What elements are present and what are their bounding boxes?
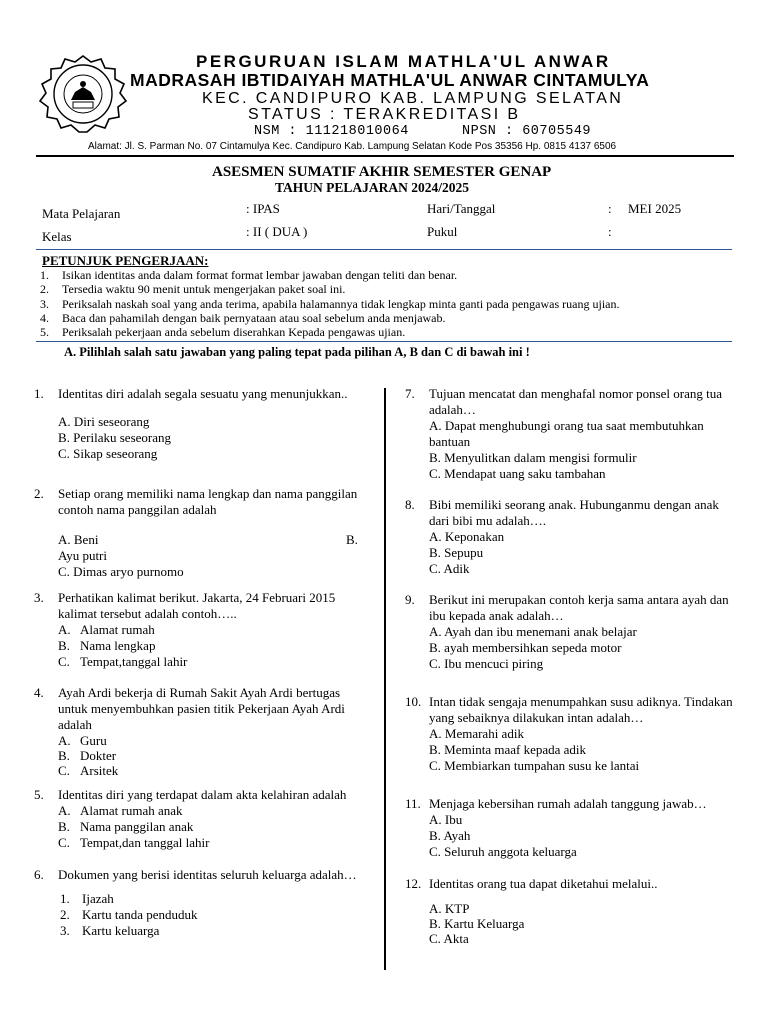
info-rule (36, 249, 732, 250)
question-2: 2. Setiap orang memiliki nama lengkap dan nama panggilan contoh nama panggilan adalah A. Beni B. Ayu putri C. Dimas aryo purnomo (34, 486, 364, 580)
school-logo (35, 54, 131, 134)
answer-option[interactable]: A. Alamat rumah anak (58, 803, 183, 818)
day-value: MEI 2025 (628, 201, 682, 216)
instruction-item: 2. Tersedia waktu 90 menit untuk mengerjakan paket soal ini. (40, 282, 346, 297)
answer-option[interactable]: C. Dimas aryo purnomo (58, 564, 184, 579)
answer-option[interactable]: A. Diri seseorang (58, 414, 150, 429)
question-11: 11. Menjaga kebersihan rumah adalah tanggung jawab… A. Ibu B. Ayah C. Seluruh anggota keluarga (405, 796, 735, 860)
answer-option[interactable]: B. Ayah (429, 828, 471, 843)
column-divider (384, 388, 386, 970)
answer-option[interactable]: A. Beni (58, 532, 99, 547)
answer-option[interactable]: 3. Kartu keluarga (60, 923, 160, 938)
question-9: 9. Berikut ini merupakan contoh kerja sama antara ayah dan ibu kepada anak adalah… A. Ayah dan ibu menemani anak belajar B. ayah membersihkan sepeda motor C. Ibu mencuci piring (405, 592, 735, 672)
answer-option[interactable]: B. Menyulitkan dalam mengisi formulir (429, 450, 637, 465)
answer-option[interactable]: C. Arsitek (58, 763, 119, 778)
answer-option[interactable]: A. KTP (429, 901, 470, 916)
answer-option[interactable]: C. Ibu mencuci piring (429, 656, 544, 671)
exam-year: TAHUN PELAJARAN 2024/2025 (275, 180, 470, 195)
instructions-title: PETUNJUK PENGERJAAN: (42, 253, 209, 268)
instruction-item: 4. Baca dan pahamilah dengan baik pernyataan atau soal sebelum anda menjawab. (40, 310, 446, 325)
question-10: 10. Intan tidak sengaja menumpahkan susu adiknya. Tindakan yang sebaiknya dilakukan intan adalah… A. Memarahi adik B. Meminta maaf kepada adik C. Membiarkan tumpahan susu ke lantai (405, 694, 735, 774)
class-label: Kelas (42, 229, 72, 244)
logo-seal-icon (35, 54, 131, 134)
class-value: : II ( DUA ) (246, 224, 308, 239)
header-foundation: PERGURUAN ISLAM MATHLA'UL ANWAR (196, 52, 611, 71)
header-rule (36, 155, 734, 157)
answer-option[interactable]: B. Dokter (58, 748, 117, 763)
instruction-item: 3. Periksalah naskah soal yang anda terima, apabila halamannya tidak lengkap minta ganti pada pengawas ruang ujian. (40, 296, 620, 311)
header-status: STATUS : TERAKREDITASI B (248, 106, 521, 123)
instructions-list (40, 268, 740, 339)
section-a-instruction: A. Pilihlah salah satu jawaban yang paling tepat pada pilihan A, B dan C di bawah ini ! (64, 345, 530, 359)
header-address: Alamat: Jl. S. Parman No. 07 Cintamulya Kec. Candipuro Kab. Lampung Selatan Kode Pos 35356 Hp. 0815 4137 6506 (88, 141, 617, 152)
answer-option[interactable]: C. Sikap seseorang (58, 446, 158, 461)
answer-option[interactable]: C. Akta (429, 931, 469, 946)
answer-option[interactable]: 1. Ijazah (60, 891, 114, 906)
answer-option[interactable]: B. Nama lengkap (58, 638, 156, 653)
answer-option[interactable]: A. Memarahi adik (429, 726, 524, 741)
question-6: 6. Dokumen yang berisi identitas seluruh keluarga adalah… 1. Ijazah 2. Kartu tanda penduduk 3. Kartu keluarga (34, 867, 364, 939)
answer-option[interactable]: A. Dapat menghubungi orang tua saat membutuhkan bantuan (429, 418, 704, 449)
answer-option[interactable]: Ayu putri (58, 548, 107, 563)
answer-option[interactable]: B. Perilaku seseorang (58, 430, 172, 445)
answer-option[interactable]: A. Alamat rumah (58, 622, 155, 637)
answer-option[interactable]: C. Seluruh anggota keluarga (429, 844, 577, 859)
question-12: 12. Identitas orang tua dapat diketahui melalui.. A. KTP B. Kartu Keluarga C. Akta (405, 876, 735, 946)
question-3: 3. Perhatikan kalimat berikut. Jakarta, 24 Februari 2015 kalimat tersebut adalah contoh….. A. Alamat rumah B. Nama lengkap C. Tempat,tanggal lahir (34, 590, 364, 670)
answer-option[interactable]: B. Nama panggilan anak (58, 819, 194, 834)
answer-option[interactable]: A. Ibu (429, 812, 463, 827)
answer-option[interactable]: B. Meminta maaf kepada adik (429, 742, 587, 757)
day-label: Hari/Tanggal (427, 201, 496, 216)
question-7: 7. Tujuan mencatat dan menghafal nomor ponsel orang tua adalah… A. Dapat menghubungi orang tua saat membutuhkan bantuan B. Menyulitkan dalam mengisi formulir C. Mendapat uang saku tambahan (405, 386, 735, 482)
question-4: 4. Ayah Ardi bekerja di Rumah Sakit Ayah Ardi bertugas untuk menyembuhkan pasien titik Pekerjaan Ayah Ardi adalah A. Guru B. Dokter C. Arsitek (34, 685, 364, 778)
answer-option[interactable]: B. Sepupu (429, 545, 484, 560)
time-colon: : (608, 224, 612, 239)
header-district: KEC. CANDIPURO KAB. LAMPUNG SELATAN (202, 90, 624, 107)
subject-value: : IPAS (246, 201, 280, 216)
header-npsn: NPSN : 60705549 (462, 124, 592, 139)
answer-option-letter[interactable]: B. (346, 532, 358, 547)
question-8: 8. Bibi memiliki seorang anak. Hubunganmu dengan anak dari bibi mu adalah…. A. Keponakan B. Sepupu C. Adik (405, 497, 735, 577)
answer-option[interactable]: A. Ayah dan ibu menemani anak belajar (429, 624, 637, 639)
answer-option[interactable]: C. Membiarkan tumpahan susu ke lantai (429, 758, 640, 773)
answer-option[interactable]: C. Mendapat uang saku tambahan (429, 466, 606, 481)
header-school-name: MADRASAH IBTIDAIYAH MATHLA'UL ANWAR CINTAMULYA (130, 70, 650, 90)
instruction-item: 5. Periksalah pekerjaan anda sebelum diserahkan Kepada pengawas ujian. (40, 325, 406, 340)
subject-label: Mata Pelajaran (42, 206, 121, 221)
answer-option[interactable]: B. ayah membersihkan sepeda motor (429, 640, 622, 655)
answer-option[interactable]: A. Guru (58, 733, 107, 748)
instruction-item: 1. Isikan identitas anda dalam format format lembar jawaban dengan teliti dan benar. (40, 268, 458, 282)
day-colon: : (608, 201, 612, 216)
answer-option[interactable]: 2. Kartu tanda penduduk (60, 907, 198, 922)
question-1: 1. Identitas diri adalah segala sesuatu yang menunjukkan.. A. Diri seseorang B. Perilaku seseorang C. Sikap seseorang (34, 386, 364, 462)
question-5: 5. Identitas diri yang terdapat dalam akta kelahiran adalah A. Alamat rumah anak B. Nama panggilan anak C. Tempat,dan tanggal lahir (34, 787, 364, 851)
answer-option[interactable]: B. Kartu Keluarga (429, 916, 525, 931)
answer-option[interactable]: A. Keponakan (429, 529, 505, 544)
answer-option[interactable]: C. Adik (429, 561, 470, 576)
header-nsm: NSM : 111218010064 (254, 124, 409, 139)
answer-option[interactable]: C. Tempat,dan tanggal lahir (58, 835, 210, 850)
time-label: Pukul (427, 224, 458, 239)
exam-title: ASESMEN SUMATIF AKHIR SEMESTER GENAP (212, 164, 552, 180)
instructions-rule (36, 341, 732, 342)
answer-option[interactable]: C. Tempat,tanggal lahir (58, 654, 188, 669)
